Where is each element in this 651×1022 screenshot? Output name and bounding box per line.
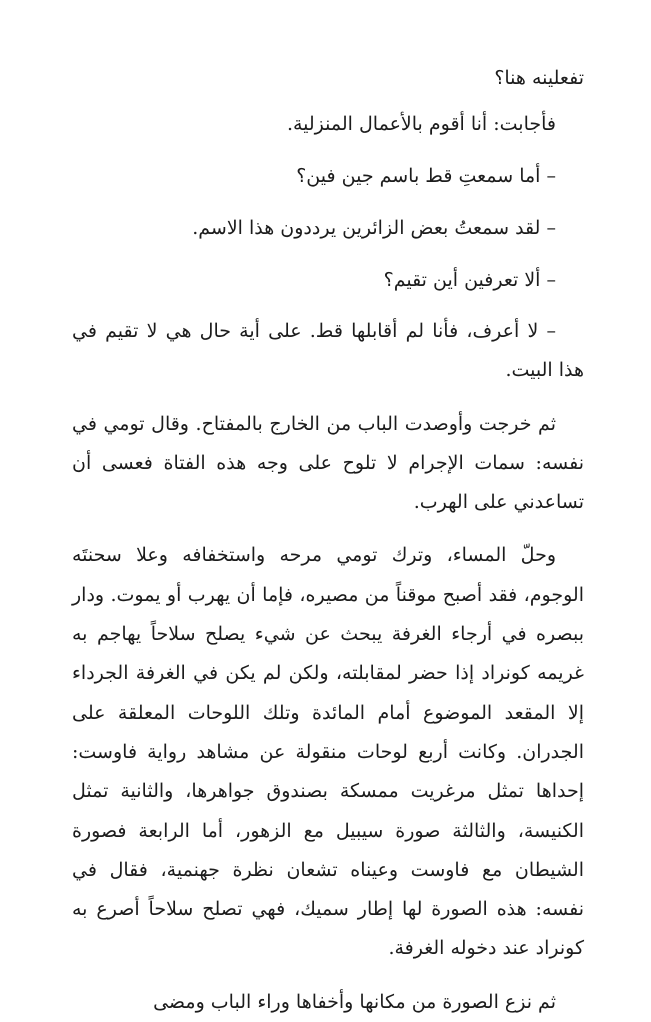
dialog-line: – ألا تعرفين أين تقيم؟: [383, 269, 556, 291]
text-line: فأجابت: أنا أقوم بالأعمال المنزلية.: [286, 113, 556, 135]
paragraph: ثم خرجت وأوصدت الباب من الخارج بالمفتاح. وقال تومي في نفسه: سمات الإجرام لا تلوح على وجه هذه الفتاة فعسى أن تساعدني على الهرب.: [72, 412, 584, 514]
dialog-line: – لقد سمعتُ بعض الزائرين يرددون هذا الاسم.: [192, 217, 556, 239]
paragraph: – لا أعرف، فأنا لم أقابلها قط. على أية حال هي لا تقيم في هذا البيت.: [72, 320, 584, 382]
paragraph: ثم نزع الصورة من مكانها وأخفاها وراء الباب ومضى: [153, 990, 556, 1013]
book-page: [72, 58, 584, 1022]
dialog-line: – أما سمعتِ قط باسم جين فين؟: [296, 165, 556, 187]
text-line: تفعلينه هنا؟: [494, 67, 584, 89]
paragraph: وحلّ المساء، وترك تومي مرحه واستخفافه وعلا سحنتَه الوجوم، فقد أصبح موقناً من مصيره، فإما أن يهرب أو يموت. ودار ببصره في أرجاء الغرفة يبحث عن شيء يصلح سلاحاً يهاجم به غريمه كونراد إذا حضر لمقابلته، ولكن لم يكن في الغرفة الجرداء إلا المقعد الموضوع أمام المائدة وتلك اللوحات المعلقة على الجدران. وكانت أربع لوحات منقولة عن مشاهد رواية فاوست: إحداها تمثل مرغريت ممسكة بصندوق جواهرها، والثانية تمثل الكنيسة، والثالثة صورة سيبيل مع الزهور، أما الرابعة فصورة الشيطان مع فاوست وعيناه تشعان نظرة جهنمية، فقال في نفسه: هذه الصورة لها إطار سميك، فهي تصلح سلاحاً أصرع به كونراد عند دخوله الغرفة.: [72, 544, 584, 960]
